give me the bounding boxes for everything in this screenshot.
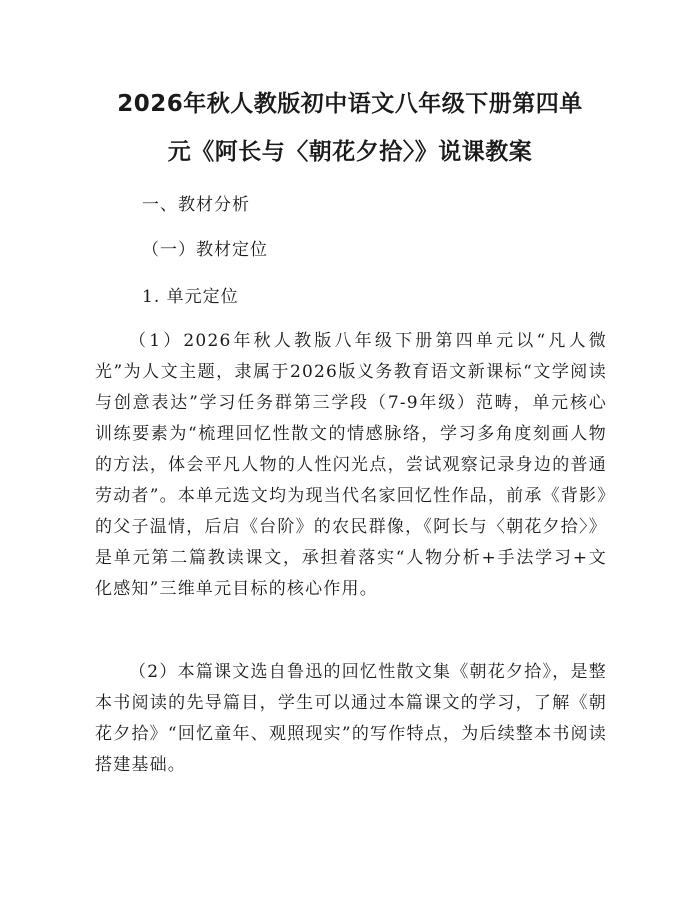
body-paragraph-1: （1）2026年秋人教版八年级下册第四单元以“凡人微光”为人文主题，隶属于2026版义务教育语文新课标“文学阅读与创意表达”学习任务群第三学段（7-9年级）范畴，单元核心训练要素为“梳理回忆性散文的情感脉络，学习多角度刻画人物的方法，体会平凡人物的人性闪光点，尝试观察记录身边的普通劳动者”。本单元选文均为现当代名家回忆性作品，前承《背影》的父子温情，后启《台阶》的农民群像，《阿长与〈朝花夕拾〉》是单元第二篇教读课文，承担着落实“人物分析+手法学习+文化感知”三维单元目标的核心作用。 [95, 331, 607, 599]
body-paragraph-2: （2）本篇课文选自鲁迅的回忆性散文集《朝花夕拾》，是整本书阅读的先导篇目，学生可以通过本篇课文的学习，了解《朝花夕拾》“回忆童年、观照现实”的写作特点，为后续整本书阅读搭建基础。 [95, 662, 607, 775]
document-title-line-1: 2026年秋人教版初中语文八年级下册第四单 [117, 91, 583, 117]
document-title-line-2: 元《阿长与〈朝花夕拾〉》说课教案 [167, 139, 533, 165]
subsection-heading-textbook-position: （一）教材定位 [142, 240, 268, 260]
section-heading-textbook-analysis: 一、教材分析 [142, 195, 250, 215]
item-heading-unit-position: 1. 单元定位 [142, 287, 239, 307]
